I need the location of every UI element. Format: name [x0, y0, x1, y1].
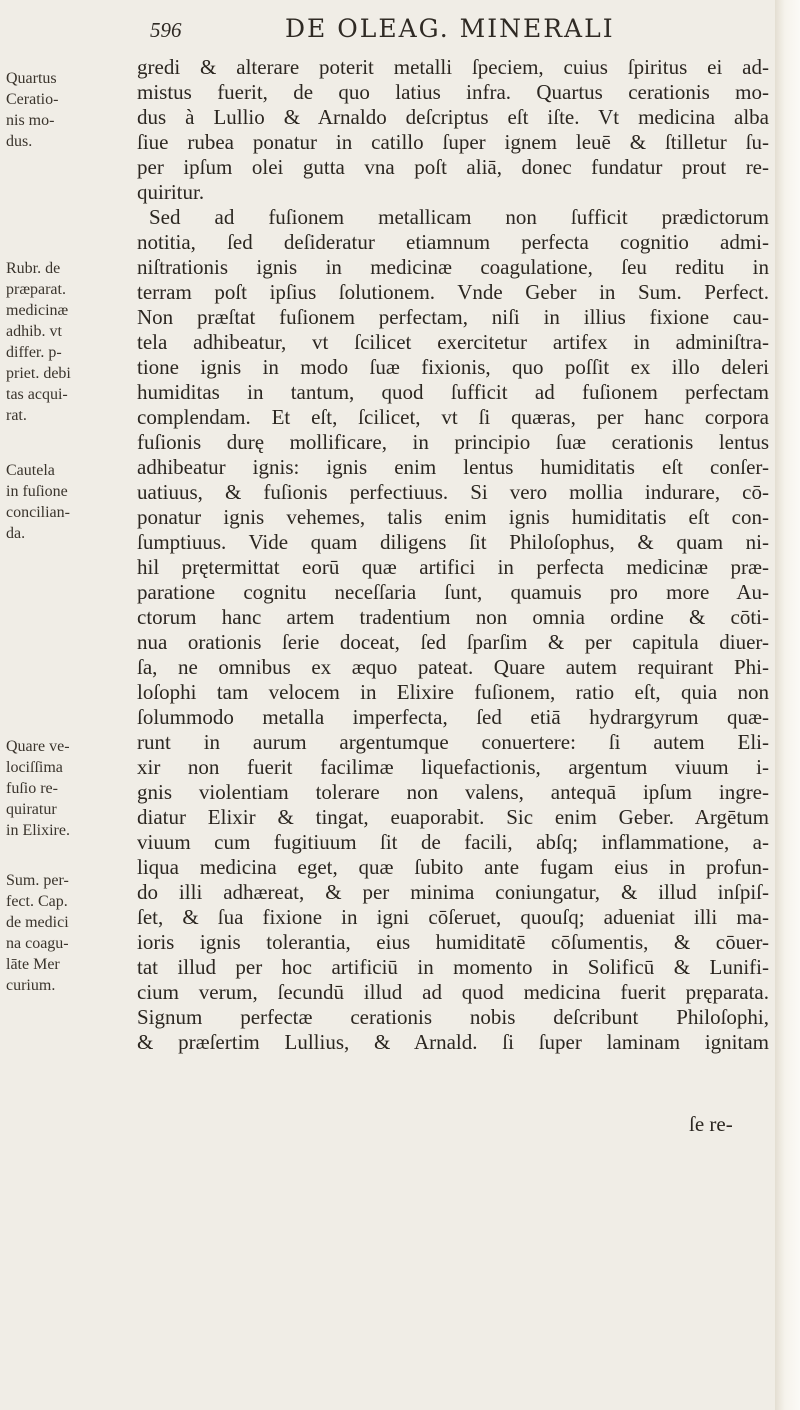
text-line: diatur Elixir & tingat, euaporabit. Sic enim Geber. Argētum [137, 805, 769, 829]
margin-note-line: fect. Cap. [6, 893, 68, 910]
text-line: ponatur ignis vehemes, talis enim ignis humiditatis eſt con- [137, 505, 769, 529]
text-line: xir non fuerit facilimæ liquefactionis, argentum viuum i- [137, 755, 769, 779]
margin-note-line: dus. [6, 133, 33, 150]
text-line: ſa, ne omnibus ex æquo pateat. Quare autem requirant Phi- [137, 655, 769, 679]
text-line: gredi & alterare poterit metalli ſpeciem, cuius ſpiritus ei ad- [137, 55, 769, 79]
text-line: ſolummodo metalla imperfecta, ſed etiā hydrargyrum quæ- [137, 705, 769, 729]
margin-note-line: tas acqui- [6, 386, 68, 403]
margin-note-line: fuſio re- [6, 780, 58, 797]
margin-note-line: Rubr. de [6, 260, 61, 277]
margin-note-line: priet. debi [6, 365, 71, 382]
text-line: mistus fuerit, de quo latius infra. Quartus cerationis mo- [137, 80, 769, 104]
text-line: Non præſtat fuſionem perfectam, niſi in illius fixione cau- [137, 305, 769, 329]
margin-note-line: præparat. [6, 281, 66, 298]
margin-note-line: lāte Mer [6, 956, 60, 973]
text-line: fuſionis durę mollificare, in principio ſuæ cerationis lentus [137, 430, 769, 454]
page-edge [775, 0, 800, 1410]
text-line: complendam. Et eſt, ſcilicet, vt ſi quæras, per hanc corpora [137, 405, 769, 429]
margin-note-line: nis mo- [6, 112, 55, 129]
text-line: niſtrationis ignis in medicinæ coagulatione, ſeu reditu in [137, 255, 769, 279]
text-line: liqua medicina eget, quæ ſubito ante fugam eius in profun- [137, 855, 769, 879]
page-header [150, 14, 750, 50]
margin-note-line: Quartus [6, 70, 57, 87]
margin-note-line: differ. p- [6, 344, 62, 361]
running-head: DE OLEAG. MINERALI [285, 14, 615, 43]
text-line: tat illud per hoc artificiū in momento in Solificū & Lunifi- [137, 955, 769, 979]
text-line: ſiue rubea ponatur in catillo ſuper ignem leuē & ſtilletur ſu- [137, 130, 769, 154]
margin-note-line: Quare ve- [6, 738, 70, 755]
text-line: notitia, ſed deſideratur etiamnum perfecta cognitio admi- [137, 230, 769, 254]
margin-note-rubr [6, 258, 128, 426]
margin-note-line: adhib. vt [6, 323, 62, 340]
margin-note-line: medicinæ [6, 302, 69, 319]
text-line: & præſertim Lullius, & Arnald. ſi ſuper laminam ignitam [137, 1030, 769, 1054]
margin-note-sum-perfect [6, 870, 128, 996]
text-line: runt in aurum argentumque conuertere: ſi autem Eli- [137, 730, 769, 754]
text-line: Sed ad fuſionem metallicam non ſufficit prædictorum [149, 205, 769, 229]
body-text [137, 55, 769, 1055]
text-line: tione ignis in modo ſuæ fixionis, quo poſſit ex illo deleri [137, 355, 769, 379]
margin-note-cautela [6, 460, 128, 544]
margin-note-line: curium. [6, 977, 56, 994]
text-line: viuum cum fugitiuum ſit de facili, abſq; inflammatione, a- [137, 830, 769, 854]
text-line: per ipſum olei gutta vna poſt aliā, donec fundatur prout re- [137, 155, 769, 179]
text-line: cium verum, ſecundū illud ad quod medicina fuerit pręparata. [137, 980, 769, 1004]
margin-note-line: na coagu- [6, 935, 69, 952]
text-line: loſophi tam velocem in Elixire fuſionem, ratio eſt, quia non [137, 680, 769, 704]
margin-note-line: lociſſima [6, 759, 63, 776]
margin-note-line: da. [6, 525, 26, 542]
margin-note-line: quiratur [6, 801, 57, 818]
text-line: dus à Lullio & Arnaldo deſcriptus eſt iſte. Vt medicina alba [137, 105, 769, 129]
text-line: paratione cognitu neceſſaria ſunt, quamuis pro more Au- [137, 580, 769, 604]
margin-note-line: concilian- [6, 504, 70, 521]
text-line: quiritur. [137, 180, 205, 204]
text-line: tela adhibeatur, vt ſcilicet exercitetur artifex in adminiſtra- [137, 330, 769, 354]
text-line: gnis violentiam tolerare non valens, antequā ipſum ingre- [137, 780, 769, 804]
margin-note-line: Cautela [6, 462, 55, 479]
text-line: uatiuus, & fuſionis perfectiuus. Si vero mollia indurare, cō- [137, 480, 769, 504]
margin-note-line: Sum. per- [6, 872, 69, 889]
margin-note-line: de medici [6, 914, 69, 931]
text-line: ctorum hanc artem tradentium non omnia ordine & cōti- [137, 605, 769, 629]
text-line: terram poſt ipſius ſolutionem. Vnde Geber in Sum. Perfect. [137, 280, 769, 304]
margin-note-line: in Elixire. [6, 822, 70, 839]
page-number: 596 [150, 18, 182, 42]
text-line: nua orationis ſerie doceat, ſed ſparſim & per capitula diuer- [137, 630, 769, 654]
margin-note-line: Ceratio- [6, 91, 59, 108]
text-line: ioris ignis tolerantia, eius humiditatē cōſumentis, & cōuer- [137, 930, 769, 954]
text-line: Signum perfectæ cerationis nobis deſcribunt Philoſophi, [137, 1005, 769, 1029]
text-line: ſet, & ſua fixione in igni cōſeruet, quouſq; adueniat illi ma- [137, 905, 769, 929]
text-line: do illi adhæreat, & per minima coniungatur, & illud inſpiſ- [137, 880, 769, 904]
margin-note-line: in fuſione [6, 483, 68, 500]
text-line: hil prętermittat eorū quæ artifici in perfecta medicinæ præ- [137, 555, 769, 579]
catchword: ſe re- [689, 1112, 733, 1136]
text-line: humiditas in tantum, quod ſufficit ad fuſionem perfectam [137, 380, 769, 404]
margin-note-quartus-ceratio [6, 68, 128, 152]
text-line: ſumptiuus. Vide quam diligens ſit Philoſophus, & quam ni- [137, 530, 769, 554]
margin-note-quare [6, 736, 128, 841]
margin-note-line: rat. [6, 407, 27, 424]
text-line: adhibeatur ignis: ignis enim lentus humiditatis eſt conſer- [137, 455, 769, 479]
